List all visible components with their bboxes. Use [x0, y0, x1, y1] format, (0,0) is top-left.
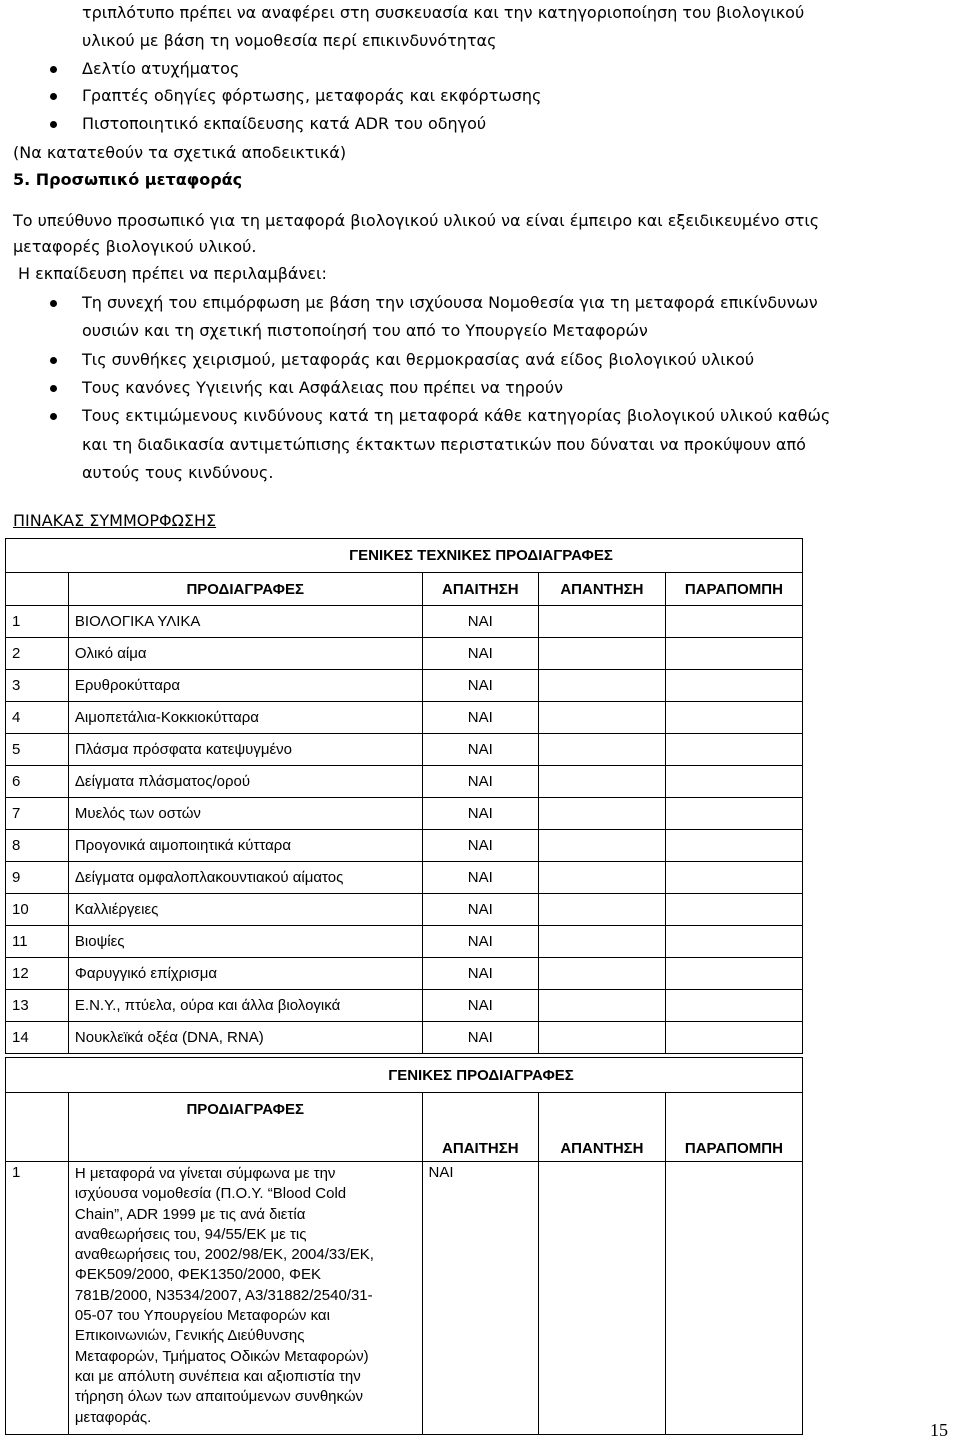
row-requirement: ΝΑΙ [422, 830, 539, 862]
row-requirement: ΝΑΙ [422, 766, 539, 798]
row-reference[interactable] [665, 798, 802, 830]
bullet-icon [50, 300, 57, 307]
continuation-line-1: τριπλότυπο πρέπει να αναφέρει στη συσκευασία και την κατηγοριοποίηση του βιολογικού [82, 3, 805, 22]
bullet-item: Πιστοποιητικό εκπαίδευσης κατά ADR του οδηγού [82, 114, 487, 133]
row-spec: Φαρυγγικό επίχρισμα [68, 958, 422, 990]
table-row [6, 958, 803, 990]
note-text: (Να κατατεθούν τα σχετικά αποδεικτικά) [13, 143, 347, 162]
table-row [6, 798, 803, 830]
header-reference: ΠΑΡΑΠΟΜΠΗ [665, 573, 802, 606]
row-spec: Πλάσμα πρόσφατα κατεψυγμένο [68, 734, 422, 766]
row-answer[interactable] [539, 926, 666, 958]
bullet-icon [50, 357, 57, 364]
table-row [6, 638, 803, 670]
row-number: 5 [6, 734, 69, 766]
row-reference[interactable] [665, 702, 802, 734]
row-reference[interactable] [665, 670, 802, 702]
table-title: ΓΕΝΙΚΕΣ ΤΕΧΝΙΚΕΣ ΠΡΟΔΙΑΓΡΑΦΕΣ [6, 539, 803, 573]
spec-line: 781Β/2000, Ν3534/2007, Α3/31882/2540/31- [74, 1286, 373, 1304]
row-spec: Αιμοπετάλια-Κοκκιοκύτταρα [68, 702, 422, 734]
row-reference[interactable] [665, 1162, 802, 1435]
row-requirement: ΝΑΙ [422, 1162, 539, 1435]
bullet-item: Γραπτές οδηγίες φόρτωσης, μεταφοράς και εκφόρτωσης [82, 86, 542, 105]
row-requirement: ΝΑΙ [422, 862, 539, 894]
row-spec: Δείγματα ομφαλοπλακουντιακού αίματος [68, 862, 422, 894]
row-answer[interactable] [539, 990, 666, 1022]
bullet-icon [50, 121, 57, 128]
page-number: 15 [930, 1420, 948, 1440]
row-reference[interactable] [665, 926, 802, 958]
row-number: 14 [6, 1022, 69, 1054]
row-spec: Δείγματα πλάσματος/ορού [68, 766, 422, 798]
row-reference[interactable] [665, 894, 802, 926]
training-bullet-1-line-1: Τη συνεχή του επιμόρφωση με βάση την ισχύουσα Νομοθεσία για τη μεταφορά επικίνδυνων [82, 293, 818, 312]
row-spec [68, 1162, 422, 1435]
spec-line: ΦΕΚ509/2000, ΦΕΚ1350/2000, ΦΕΚ [74, 1266, 321, 1284]
row-number: 2 [6, 638, 69, 670]
table-row [6, 894, 803, 926]
bullet-icon [50, 385, 57, 392]
header-specs: ΠΡΟΔΙΑΓΡΑΦΕΣ [68, 573, 422, 606]
spec-line: αναθεωρήσεις του, 94/55/ΕΚ με τις [74, 1225, 307, 1243]
table-row [6, 702, 803, 734]
row-number: 6 [6, 766, 69, 798]
section-paragraph-line-2: μεταφορές βιολογικού υλικού. [13, 237, 257, 256]
row-number: 12 [6, 958, 69, 990]
table-row [6, 926, 803, 958]
section-heading: 5. Προσωπικό μεταφοράς [13, 170, 243, 189]
row-answer[interactable] [539, 606, 666, 638]
row-answer[interactable] [539, 734, 666, 766]
row-reference[interactable] [665, 830, 802, 862]
row-answer[interactable] [539, 638, 666, 670]
row-requirement: ΝΑΙ [422, 734, 539, 766]
section-paragraph-line-1: Το υπεύθυνο προσωπικό για τη μεταφορά βιολογικού υλικού να είναι έμπειρο και εξειδικευμένο στις [13, 211, 820, 230]
table-row [6, 1022, 803, 1054]
training-bullet-1-line-2: ουσιών και τη σχετική πιστοποίησή του από το Υπουργείο Μεταφορών [82, 321, 648, 340]
row-answer[interactable] [539, 670, 666, 702]
row-answer[interactable] [539, 702, 666, 734]
training-bullet-4-line-3: αυτούς τους κινδύνους. [82, 463, 274, 482]
spec-line: Επικοινωνιών, Γενικής Διεύθυνσης [74, 1327, 305, 1345]
row-spec: ΒΙΟΛΟΓΙΚΑ ΥΛΙΚΑ [68, 606, 422, 638]
row-spec: Νουκλεϊκά οξέα (DNA, RNA) [68, 1022, 422, 1054]
continuation-line-2: υλικού με βάση τη νομοθεσία περί επικινδυνότητας [82, 31, 497, 50]
header-specs: ΠΡΟΔΙΑΓΡΑΦΕΣ [68, 1093, 422, 1162]
row-reference[interactable] [665, 638, 802, 670]
row-number: 11 [6, 926, 69, 958]
row-number: 3 [6, 670, 69, 702]
row-requirement: ΝΑΙ [422, 702, 539, 734]
spec-line: και με απόλυτη συνέπεια και αξιοπιστία την [74, 1367, 361, 1385]
row-spec: Καλλιέργειες [68, 894, 422, 926]
row-number: 1 [6, 606, 69, 638]
table-row [6, 990, 803, 1022]
table-row [6, 862, 803, 894]
bullet-item: Δελτίο ατυχήματος [82, 59, 240, 78]
row-answer[interactable] [539, 1022, 666, 1054]
row-answer[interactable] [539, 766, 666, 798]
row-spec: Ολικό αίμα [68, 638, 422, 670]
table-row [6, 1162, 803, 1435]
training-intro: Η εκπαίδευση πρέπει να περιλαμβάνει: [18, 264, 327, 283]
row-answer[interactable] [539, 894, 666, 926]
table-title: ΓΕΝΙΚΕΣ ΠΡΟΔΙΑΓΡΑΦΕΣ [6, 1058, 803, 1093]
spec-line: Chain”, ADR 1999 με τις ανά διετία [74, 1205, 306, 1223]
training-bullet-3: Τους κανόνες Υγιεινής και Ασφάλειας που πρέπει να τηρούν [82, 378, 564, 397]
spec-line: ισχύουσα νομοθεσία (Π.Ο.Υ. “Blood Cold [74, 1185, 347, 1203]
spec-line: τήρηση όλων των απαιτούμενων συνθηκών [74, 1388, 364, 1406]
bullet-icon [50, 93, 57, 100]
spec-line: αναθεωρήσεις του, 2002/98/ΕΚ, 2004/33/ΕΚ, [74, 1246, 374, 1264]
training-bullet-4-line-2: και τη διαδικασία αντιμετώπισης έκτακτων περιστατικών που δύναται να προκύψουν από [82, 435, 806, 454]
row-requirement: ΝΑΙ [422, 926, 539, 958]
row-answer[interactable] [539, 798, 666, 830]
general-specs-table [5, 1057, 803, 1435]
compliance-title: ΠΙΝΑΚΑΣ ΣΥΜΜΟΡΦΩΣΗΣ [13, 511, 217, 530]
spec-line: μεταφοράς. [74, 1408, 152, 1426]
row-answer[interactable] [539, 958, 666, 990]
header-answer: ΑΠΑΝΤΗΣΗ [539, 573, 666, 606]
row-reference[interactable] [665, 734, 802, 766]
row-number: 4 [6, 702, 69, 734]
spec-line: Η μεταφορά να γίνεται σύμφωνα με την [74, 1165, 336, 1182]
row-number: 13 [6, 990, 69, 1022]
spec-line: Μεταφορών, Τμήματος Οδικών Μεταφορών) [74, 1347, 369, 1365]
row-answer[interactable] [539, 830, 666, 862]
training-bullet-2: Τις συνθήκες χειρισμού, μεταφοράς και θερμοκρασίας ανά είδος βιολογικού υλικού [82, 350, 755, 369]
technical-specs-table [5, 538, 803, 1054]
table-row [6, 670, 803, 702]
row-number: 9 [6, 862, 69, 894]
row-number: 1 [6, 1162, 69, 1435]
row-requirement: ΝΑΙ [422, 670, 539, 702]
row-reference[interactable] [665, 958, 802, 990]
row-number: 10 [6, 894, 69, 926]
row-answer[interactable] [539, 1162, 666, 1435]
row-spec: Μυελός των οστών [68, 798, 422, 830]
row-answer[interactable] [539, 862, 666, 894]
header-num-cell [6, 1093, 69, 1162]
row-spec: Προγονικά αιμοποιητικά κύτταρα [68, 830, 422, 862]
header-requirement: ΑΠΑΙΤΗΣΗ [422, 1093, 539, 1162]
row-reference[interactable] [665, 990, 802, 1022]
header-requirement: ΑΠΑΙΤΗΣΗ [422, 573, 539, 606]
row-reference[interactable] [665, 1022, 802, 1054]
row-reference[interactable] [665, 606, 802, 638]
row-requirement: ΝΑΙ [422, 798, 539, 830]
table-row [6, 830, 803, 862]
row-requirement: ΝΑΙ [422, 638, 539, 670]
training-bullet-4-line-1: Τους εκτιμώμενους κινδύνους κατά τη μεταφορά κάθε κατηγορίας βιολογικού υλικού καθώς [82, 406, 831, 425]
row-spec: Βιοψίες [68, 926, 422, 958]
row-requirement: ΝΑΙ [422, 1022, 539, 1054]
table-row [6, 766, 803, 798]
header-reference: ΠΑΡΑΠΟΜΠΗ [665, 1093, 802, 1162]
row-requirement: ΝΑΙ [422, 894, 539, 926]
row-number: 7 [6, 798, 69, 830]
table-row [6, 606, 803, 638]
row-reference[interactable] [665, 766, 802, 798]
header-answer: ΑΠΑΝΤΗΣΗ [539, 1093, 666, 1162]
spec-line: 05-07 του Υπουργείου Μεταφορών και [74, 1307, 330, 1325]
row-number: 8 [6, 830, 69, 862]
row-requirement: ΝΑΙ [422, 958, 539, 990]
row-spec: Ερυθροκύτταρα [68, 670, 422, 702]
row-requirement: ΝΑΙ [422, 606, 539, 638]
bullet-icon [50, 413, 57, 420]
header-num-cell [6, 573, 69, 606]
row-spec: Ε.Ν.Υ., πτύελα, ούρα και άλλα βιολογικά [68, 990, 422, 1022]
bullet-icon [50, 66, 57, 73]
row-requirement: ΝΑΙ [422, 990, 539, 1022]
table-row [6, 734, 803, 766]
row-reference[interactable] [665, 862, 802, 894]
